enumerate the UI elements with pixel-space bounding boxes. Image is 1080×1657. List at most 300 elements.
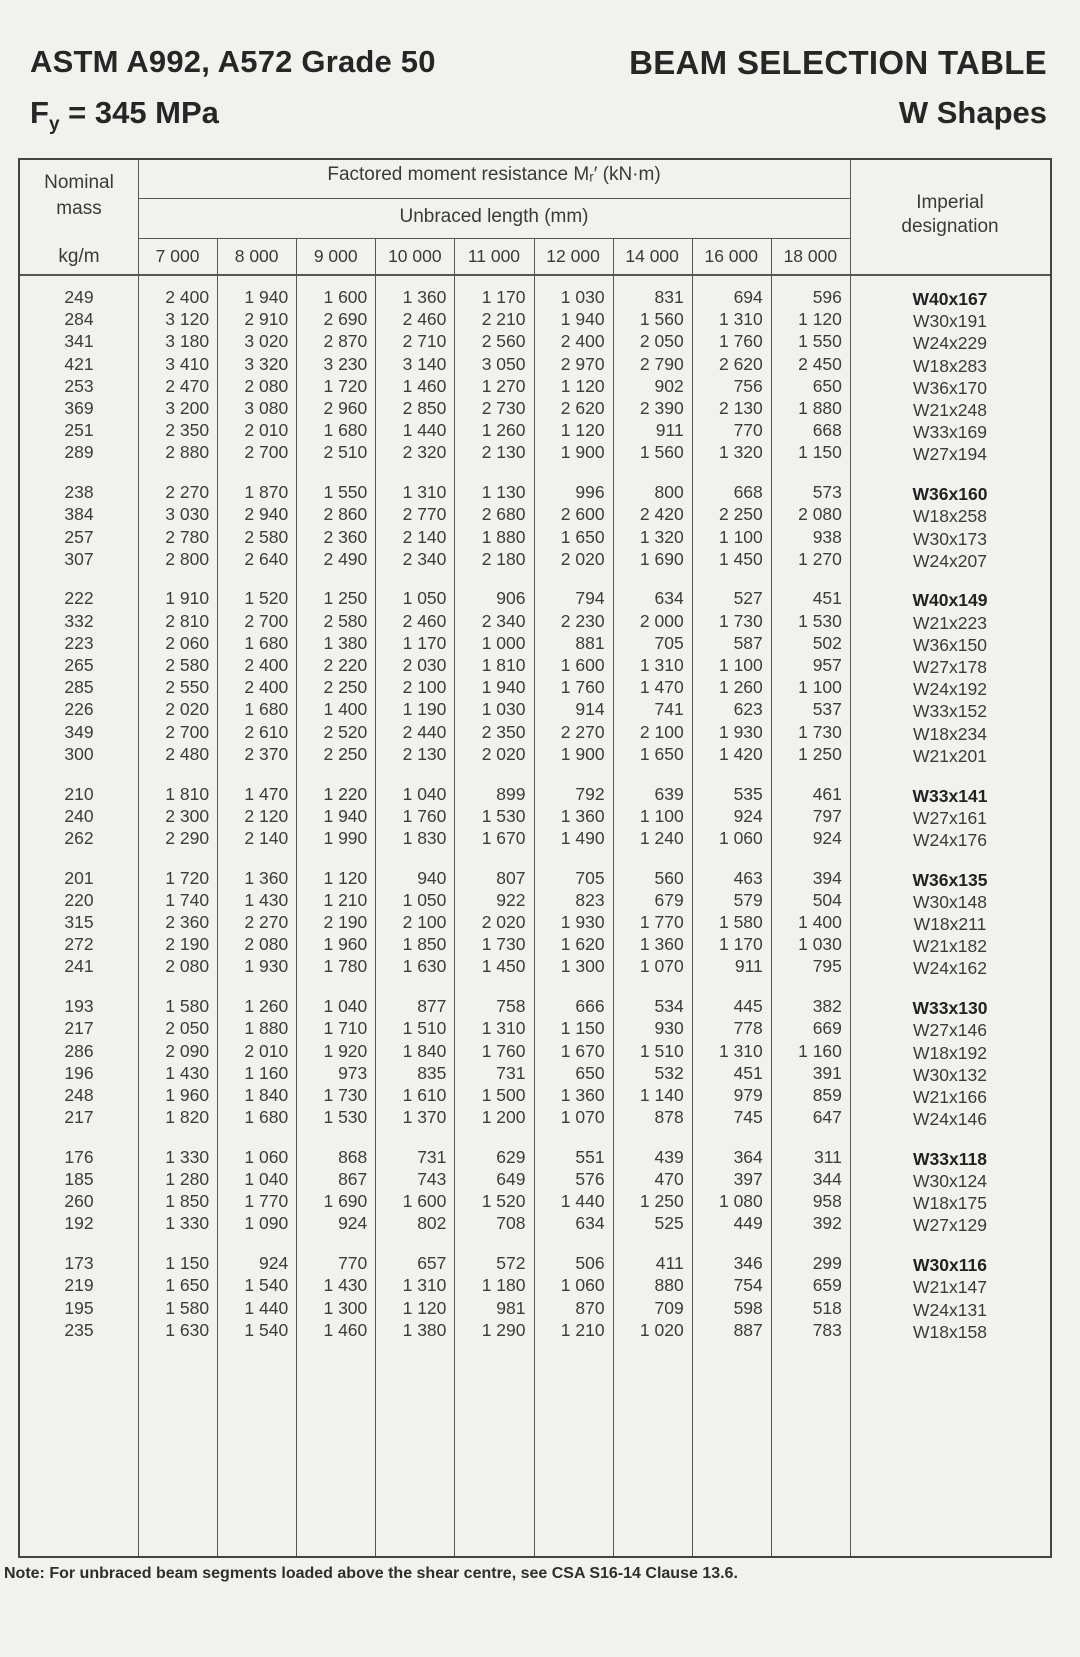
moment-value-cell: 924 bbox=[733, 805, 763, 826]
nominal-mass-cell: 284 bbox=[64, 309, 94, 330]
moment-value-cell: 2 970 bbox=[560, 353, 605, 374]
nominal-mass-cell: 219 bbox=[64, 1275, 94, 1296]
moment-value-cell: 1 040 bbox=[323, 996, 368, 1017]
moment-value-cell: 1 840 bbox=[402, 1040, 447, 1061]
imperial-designation-cell: W24x162 bbox=[913, 958, 987, 979]
moment-value-cell: 1 190 bbox=[402, 699, 447, 720]
moment-value-cell: 2 190 bbox=[165, 934, 210, 955]
moment-value-cell: 1 120 bbox=[798, 309, 842, 330]
moment-value-cell: 3 180 bbox=[165, 331, 210, 352]
moment-value-cell: 1 720 bbox=[165, 867, 210, 888]
moment-value-cell: 1 440 bbox=[402, 420, 447, 441]
footnote: Note: For unbraced beam segments loaded above the shear centre, see CSA S16-14 Clause 13.6. bbox=[4, 1565, 738, 1582]
moment-value-cell: 1 960 bbox=[165, 1084, 210, 1105]
nominal-mass-cell: 217 bbox=[64, 1107, 94, 1128]
moment-value-cell: 2 580 bbox=[323, 610, 368, 631]
moment-value-cell: 2 250 bbox=[718, 504, 763, 525]
moment-value-cell: 1 270 bbox=[798, 548, 842, 569]
moment-value-cell: 914 bbox=[575, 699, 605, 720]
nominal-mass-cell: 251 bbox=[64, 420, 94, 441]
moment-value-cell: 1 940 bbox=[560, 309, 605, 330]
fy-symbol: F bbox=[30, 95, 49, 130]
moment-value-cell: 770 bbox=[733, 420, 763, 441]
moment-value-cell: 2 580 bbox=[244, 526, 289, 547]
moment-value-cell: 1 580 bbox=[165, 1297, 210, 1318]
moment-value-cell: 1 740 bbox=[165, 889, 210, 910]
imperial-designation-cell: W18x158 bbox=[913, 1321, 987, 1342]
moment-value-cell: 649 bbox=[496, 1169, 526, 1189]
moment-value-cell: 694 bbox=[733, 287, 763, 307]
nominal-mass-cell: 226 bbox=[64, 699, 94, 720]
imperial-designation-cell: W21x201 bbox=[913, 745, 987, 766]
moment-value-cell: 2 560 bbox=[481, 331, 526, 352]
moment-value-cell: 1 550 bbox=[323, 482, 368, 503]
moment-value-cell: 743 bbox=[417, 1169, 447, 1189]
moment-value-cell: 344 bbox=[812, 1169, 842, 1189]
moment-value-cell: 572 bbox=[496, 1253, 526, 1274]
imperial-designation-cell: W21x166 bbox=[913, 1086, 987, 1107]
moment-value-cell: 1 200 bbox=[481, 1107, 526, 1128]
moment-value-cell: 1 170 bbox=[481, 287, 526, 307]
moment-value-cell: 525 bbox=[654, 1213, 684, 1234]
moment-value-cell: 878 bbox=[654, 1107, 684, 1128]
moment-value-cell: 2 810 bbox=[165, 610, 210, 631]
header-divider-2 bbox=[138, 238, 850, 239]
moment-value-cell: 1 360 bbox=[244, 867, 289, 888]
moment-value-cell: 2 730 bbox=[481, 398, 526, 418]
nominal-mass-cell: 249 bbox=[64, 287, 94, 307]
moment-value-cell: 535 bbox=[733, 783, 763, 804]
moment-value-cell: 958 bbox=[812, 1191, 842, 1212]
nominal-label: Nominal bbox=[44, 172, 114, 193]
moment-value-cell: 1 520 bbox=[481, 1191, 526, 1212]
moment-value-cell: 831 bbox=[654, 287, 684, 307]
moment-value-cell: 1 880 bbox=[798, 398, 842, 418]
imperial-designation-cell: W30x116 bbox=[913, 1255, 987, 1276]
moment-value-cell: 2 390 bbox=[639, 398, 684, 418]
moment-value-cell: 2 470 bbox=[165, 375, 210, 396]
moment-value-cell: 705 bbox=[575, 867, 605, 888]
imperial-designation-cell: W33x130 bbox=[912, 998, 988, 1019]
moment-value-cell: 1 320 bbox=[718, 442, 763, 463]
moment-value-cell: 1 160 bbox=[244, 1062, 289, 1083]
moment-value-cell: 1 470 bbox=[244, 783, 289, 804]
imperial-designation-cell: W24x176 bbox=[913, 829, 987, 850]
moment-value-cell: 2 250 bbox=[323, 677, 368, 698]
moment-value-cell: 981 bbox=[496, 1297, 526, 1318]
moment-value-cell: 2 700 bbox=[244, 442, 289, 463]
moment-value-cell: 2 030 bbox=[402, 655, 447, 675]
moment-value-cell: 1 400 bbox=[798, 912, 842, 932]
moment-value-cell: 930 bbox=[654, 1018, 684, 1039]
imperial-designation-cell: W36x150 bbox=[913, 634, 987, 655]
moment-value-cell: 1 050 bbox=[402, 889, 447, 910]
moment-value-cell: 2 270 bbox=[560, 721, 605, 742]
page-subtitle: W Shapes bbox=[898, 95, 1047, 130]
moment-value-cell: 634 bbox=[654, 588, 684, 609]
moment-value-cell: 1 650 bbox=[639, 743, 684, 764]
nominal-mass-cell: 253 bbox=[64, 375, 94, 396]
moment-value-cell: 669 bbox=[812, 1018, 842, 1039]
moment-value-cell: 1 310 bbox=[639, 655, 684, 675]
imperial-designation-cell: W18x211 bbox=[913, 914, 987, 934]
moment-value-cell: 973 bbox=[338, 1062, 368, 1083]
moment-value-cell: 2 300 bbox=[165, 805, 210, 826]
moment-value-cell: 1 170 bbox=[402, 632, 447, 653]
page-title: BEAM SELECTION TABLE bbox=[629, 44, 1047, 81]
moment-value-cell: 1 940 bbox=[244, 287, 289, 307]
moment-value-cell: 1 370 bbox=[402, 1107, 447, 1128]
moment-value-cell: 1 940 bbox=[323, 805, 368, 826]
moment-value-cell: 835 bbox=[417, 1062, 447, 1083]
moment-value-cell: 794 bbox=[575, 588, 605, 609]
moment-value-cell: 299 bbox=[812, 1253, 842, 1274]
moment-value-cell: 2 440 bbox=[402, 721, 447, 742]
moment-value-cell: 1 150 bbox=[798, 442, 842, 463]
moment-value-cell: 922 bbox=[496, 889, 526, 910]
header-divider-1 bbox=[138, 198, 850, 199]
moment-value-cell: 2 080 bbox=[165, 956, 210, 977]
moment-value-cell: 1 310 bbox=[718, 309, 763, 330]
moment-value-cell: 800 bbox=[654, 482, 684, 503]
moment-value-cell: 1 060 bbox=[718, 827, 763, 848]
nominal-mass-cell: 272 bbox=[64, 934, 94, 955]
moment-value-cell: 731 bbox=[496, 1062, 526, 1083]
moment-value-cell: 1 580 bbox=[165, 996, 210, 1017]
moment-value-cell: 1 690 bbox=[323, 1191, 368, 1212]
moment-value-cell: 2 350 bbox=[481, 721, 526, 742]
nominal-mass-cell: 173 bbox=[64, 1253, 94, 1274]
moment-value-cell: 1 680 bbox=[244, 632, 289, 653]
moment-value-cell: 1 020 bbox=[639, 1319, 684, 1340]
moment-value-cell: 3 030 bbox=[165, 504, 210, 525]
imperial-designation-cell: W24x146 bbox=[913, 1109, 987, 1130]
imperial-designation-cell: W33x141 bbox=[912, 785, 988, 806]
imperial-designation-cell: W18x258 bbox=[913, 506, 987, 527]
designation-label: designation bbox=[901, 216, 999, 237]
moment-value-cell: 2 360 bbox=[323, 526, 368, 547]
moment-value-cell: 2 350 bbox=[165, 420, 210, 441]
moment-value-cell: 1 380 bbox=[323, 632, 368, 653]
nominal-mass-cell: 192 bbox=[64, 1213, 94, 1234]
length-header-cell: 10 000 bbox=[388, 246, 442, 266]
moment-value-cell: 1 360 bbox=[402, 287, 447, 307]
moment-value-cell: 1 250 bbox=[323, 588, 368, 609]
moment-value-cell: 1 610 bbox=[402, 1084, 447, 1105]
moment-value-cell: 1 530 bbox=[481, 805, 526, 826]
moment-value-cell: 1 040 bbox=[402, 783, 447, 804]
unbraced-length-label: Unbraced length (mm) bbox=[399, 206, 589, 227]
imperial-designation-cell: W30x148 bbox=[913, 891, 987, 912]
moment-value-cell: 1 670 bbox=[560, 1040, 605, 1061]
nominal-mass-cell: 265 bbox=[64, 655, 94, 675]
moment-value-cell: 1 680 bbox=[244, 1107, 289, 1128]
imperial-designation-cell: W21x248 bbox=[913, 400, 987, 420]
moment-value-cell: 1 550 bbox=[798, 331, 842, 352]
moment-value-cell: 1 180 bbox=[481, 1275, 526, 1296]
moment-value-cell: 1 680 bbox=[323, 420, 368, 441]
moment-value-cell: 709 bbox=[654, 1297, 684, 1318]
moment-value-cell: 1 500 bbox=[481, 1084, 526, 1105]
imperial-designation-cell: W24x131 bbox=[913, 1299, 987, 1320]
moment-value-cell: 623 bbox=[733, 699, 763, 720]
fy-value: = 345 MPa bbox=[59, 95, 219, 130]
moment-value-cell: 2 550 bbox=[165, 677, 210, 698]
moment-value-cell: 461 bbox=[812, 783, 842, 804]
moment-value-cell: 668 bbox=[812, 420, 842, 441]
nominal-mass-cell: 185 bbox=[64, 1169, 94, 1189]
moment-value-cell: 1 560 bbox=[639, 442, 684, 463]
imperial-designation-cell: W18x234 bbox=[913, 723, 987, 744]
moment-value-cell: 868 bbox=[338, 1146, 368, 1167]
nominal-mass-cell: 238 bbox=[64, 482, 94, 503]
moment-value-cell: 2 020 bbox=[165, 699, 210, 720]
moment-value-cell: 770 bbox=[338, 1253, 368, 1274]
nominal-mass-cell: 193 bbox=[64, 996, 94, 1017]
length-header-cell: 14 000 bbox=[625, 246, 679, 266]
moment-value-cell: 1 260 bbox=[718, 677, 763, 698]
moment-value-cell: 2 290 bbox=[165, 827, 210, 848]
moment-value-cell: 859 bbox=[812, 1084, 842, 1105]
moment-value-cell: 2 130 bbox=[718, 398, 763, 418]
imperial-designation-cell: W27x161 bbox=[913, 807, 987, 828]
moment-value-cell: 708 bbox=[496, 1213, 526, 1234]
length-header-cell: 7 000 bbox=[155, 246, 200, 266]
imperial-designation-cell: W30x191 bbox=[913, 311, 987, 332]
moment-value-cell: 754 bbox=[733, 1275, 763, 1296]
moment-value-cell: 2 680 bbox=[481, 504, 526, 525]
moment-value-cell: 1 280 bbox=[165, 1169, 210, 1189]
nominal-mass-cell: 241 bbox=[64, 956, 94, 977]
moment-value-cell: 2 400 bbox=[244, 655, 289, 675]
moment-value-cell: 741 bbox=[654, 699, 684, 720]
moment-value-cell: 1 870 bbox=[244, 482, 289, 503]
moment-value-cell: 1 260 bbox=[244, 996, 289, 1017]
nominal-mass-cell: 307 bbox=[64, 548, 94, 569]
moment-value-cell: 2 400 bbox=[165, 287, 210, 307]
moment-value-cell: 2 190 bbox=[323, 912, 368, 932]
moment-value-cell: 797 bbox=[812, 805, 842, 826]
moment-value-cell: 2 480 bbox=[165, 743, 210, 764]
moment-value-cell: 823 bbox=[575, 889, 605, 910]
imperial-designation-cell: W33x118 bbox=[913, 1148, 987, 1169]
moment-value-cell: 2 250 bbox=[323, 743, 368, 764]
moment-value-cell: 881 bbox=[575, 632, 605, 653]
moment-value-cell: 1 820 bbox=[165, 1107, 210, 1128]
moment-value-cell: 451 bbox=[812, 588, 842, 609]
moment-value-cell: 1 730 bbox=[481, 934, 526, 955]
moment-value-cell: 1 720 bbox=[323, 375, 368, 396]
moment-value-cell: 1 450 bbox=[481, 956, 526, 977]
moment-value-cell: 1 770 bbox=[244, 1191, 289, 1212]
moment-value-cell: 1 250 bbox=[798, 743, 842, 764]
moment-value-cell: 2 080 bbox=[798, 504, 842, 525]
moment-value-cell: 1 620 bbox=[560, 934, 605, 955]
nominal-mass-cell: 240 bbox=[64, 805, 94, 826]
imperial-designation-cell: W21x182 bbox=[913, 936, 987, 957]
imperial-designation-cell: W18x175 bbox=[913, 1193, 987, 1214]
moment-value-cell: 705 bbox=[654, 632, 684, 653]
imperial-designation-cell: W33x152 bbox=[913, 701, 987, 722]
moment-value-cell: 1 250 bbox=[639, 1191, 684, 1212]
moment-value-cell: 2 000 bbox=[639, 610, 684, 631]
moment-value-cell: 2 140 bbox=[402, 526, 447, 547]
moment-value-cell: 1 320 bbox=[639, 526, 684, 547]
moment-value-cell: 2 100 bbox=[639, 721, 684, 742]
moment-value-cell: 534 bbox=[654, 996, 684, 1017]
moment-value-cell: 532 bbox=[654, 1062, 684, 1083]
moment-value-cell: 527 bbox=[733, 588, 763, 609]
moment-value-cell: 1 900 bbox=[560, 743, 605, 764]
moment-resistance-label: Factored moment resistance Mᵣ′ (kN·m) bbox=[327, 164, 661, 185]
moment-value-cell: 2 020 bbox=[481, 912, 526, 932]
moment-value-cell: 938 bbox=[812, 526, 842, 547]
moment-value-cell: 2 360 bbox=[165, 912, 210, 932]
moment-value-cell: 940 bbox=[417, 867, 447, 888]
nominal-mass-cell: 315 bbox=[64, 912, 94, 932]
moment-value-cell: 1 220 bbox=[323, 783, 368, 804]
moment-value-cell: 2 140 bbox=[244, 827, 289, 848]
moment-value-cell: 1 930 bbox=[244, 956, 289, 977]
moment-value-cell: 1 690 bbox=[639, 548, 684, 569]
length-header-cell: 12 000 bbox=[546, 246, 600, 266]
nominal-mass-cell: 217 bbox=[64, 1018, 94, 1039]
nominal-mass-cell: 369 bbox=[64, 398, 94, 418]
moment-value-cell: 666 bbox=[575, 996, 605, 1017]
moment-value-cell: 783 bbox=[812, 1319, 842, 1340]
moment-value-cell: 1 310 bbox=[402, 482, 447, 503]
moment-value-cell: 996 bbox=[575, 482, 605, 503]
moment-value-cell: 3 020 bbox=[244, 331, 289, 352]
moment-value-cell: 778 bbox=[733, 1018, 763, 1039]
moment-value-cell: 2 620 bbox=[718, 353, 763, 374]
moment-value-cell: 2 100 bbox=[402, 677, 447, 698]
moment-value-cell: 346 bbox=[733, 1253, 763, 1274]
moment-value-cell: 1 000 bbox=[481, 632, 526, 653]
moment-value-cell: 518 bbox=[812, 1297, 842, 1318]
moment-value-cell: 1 600 bbox=[560, 655, 605, 675]
imperial-designation-cell: W27x146 bbox=[913, 1020, 987, 1041]
imperial-designation-cell: W40x149 bbox=[912, 590, 988, 611]
nominal-mass-cell: 286 bbox=[64, 1040, 94, 1061]
moment-value-cell: 1 030 bbox=[798, 934, 842, 955]
imperial-designation-cell: W18x192 bbox=[913, 1042, 987, 1063]
moment-value-cell: 2 880 bbox=[165, 442, 210, 463]
moment-value-cell: 1 260 bbox=[481, 420, 526, 441]
moment-value-cell: 2 910 bbox=[244, 309, 289, 330]
moment-value-cell: 1 460 bbox=[402, 375, 447, 396]
moment-value-cell: 2 870 bbox=[323, 331, 368, 352]
moment-value-cell: 924 bbox=[338, 1213, 368, 1234]
moment-value-cell: 650 bbox=[575, 1062, 605, 1083]
moment-value-cell: 2 010 bbox=[244, 420, 289, 441]
moment-value-cell: 629 bbox=[496, 1146, 526, 1167]
moment-value-cell: 3 080 bbox=[244, 398, 289, 418]
moment-value-cell: 3 230 bbox=[323, 353, 368, 374]
moment-value-cell: 551 bbox=[575, 1146, 605, 1167]
moment-value-cell: 1 630 bbox=[402, 956, 447, 977]
imperial-designation-cell: W33x169 bbox=[913, 422, 987, 443]
moment-value-cell: 1 310 bbox=[402, 1275, 447, 1296]
moment-value-cell: 502 bbox=[812, 632, 842, 653]
moment-value-cell: 807 bbox=[496, 867, 526, 888]
yield-strength bbox=[30, 95, 219, 136]
moment-value-cell: 650 bbox=[812, 375, 842, 396]
moment-value-cell: 756 bbox=[733, 375, 763, 396]
moment-value-cell: 382 bbox=[812, 996, 842, 1017]
moment-value-cell: 1 930 bbox=[560, 912, 605, 932]
moment-value-cell: 1 120 bbox=[560, 375, 605, 396]
moment-value-cell: 2 610 bbox=[244, 721, 289, 742]
moment-value-cell: 1 940 bbox=[481, 677, 526, 698]
moment-value-cell: 2 120 bbox=[244, 805, 289, 826]
moment-value-cell: 1 120 bbox=[560, 420, 605, 441]
nominal-mass-cell: 341 bbox=[64, 331, 94, 352]
moment-value-cell: 1 360 bbox=[560, 1084, 605, 1105]
moment-value-cell: 1 760 bbox=[481, 1040, 526, 1061]
moment-value-cell: 1 670 bbox=[481, 827, 526, 848]
moment-value-cell: 596 bbox=[812, 287, 842, 307]
moment-value-cell: 411 bbox=[655, 1253, 684, 1274]
moment-value-cell: 1 680 bbox=[244, 699, 289, 720]
moment-value-cell: 1 810 bbox=[165, 783, 210, 804]
moment-value-cell: 1 080 bbox=[718, 1191, 763, 1212]
moment-value-cell: 1 810 bbox=[481, 655, 526, 675]
imperial-label: Imperial bbox=[916, 192, 984, 213]
nominal-mass-cell: 235 bbox=[64, 1319, 94, 1340]
moment-value-cell: 1 060 bbox=[244, 1146, 289, 1167]
moment-value-cell: 1 100 bbox=[639, 805, 684, 826]
moment-value-cell: 1 060 bbox=[560, 1275, 605, 1296]
length-header-cell: 18 000 bbox=[783, 246, 838, 266]
moment-value-cell: 1 580 bbox=[718, 912, 763, 932]
moment-value-cell: 1 900 bbox=[560, 442, 605, 463]
nominal-mass-cell: 257 bbox=[64, 526, 94, 547]
mass-label: mass bbox=[56, 198, 102, 219]
nominal-mass-cell: 421 bbox=[64, 353, 94, 374]
nominal-mass-cell: 332 bbox=[64, 610, 94, 631]
moment-value-cell: 451 bbox=[733, 1062, 763, 1083]
moment-value-cell: 598 bbox=[733, 1297, 763, 1318]
moment-value-cell: 1 910 bbox=[165, 588, 210, 609]
moment-value-cell: 2 050 bbox=[639, 331, 684, 352]
moment-value-cell: 1 460 bbox=[323, 1319, 368, 1340]
imperial-designation-cell: W30x124 bbox=[913, 1171, 987, 1191]
nominal-mass-cell: 176 bbox=[64, 1146, 94, 1167]
nominal-mass-cell: 195 bbox=[64, 1297, 94, 1318]
header-bottom-rule bbox=[20, 274, 1050, 276]
moment-value-cell: 311 bbox=[813, 1146, 842, 1167]
moment-value-cell: 1 310 bbox=[481, 1018, 526, 1039]
moment-value-cell: 1 600 bbox=[323, 287, 368, 307]
moment-value-cell: 1 100 bbox=[798, 677, 842, 698]
moment-value-cell: 2 710 bbox=[402, 331, 447, 352]
moment-value-cell: 1 070 bbox=[639, 956, 684, 977]
moment-value-cell: 1 030 bbox=[560, 287, 605, 307]
moment-value-cell: 3 410 bbox=[165, 353, 210, 374]
imperial-designation-cell: W40x167 bbox=[912, 289, 988, 309]
moment-value-cell: 1 760 bbox=[718, 331, 763, 352]
steel-spec: ASTM A992, A572 Grade 50 bbox=[30, 44, 436, 79]
moment-value-cell: 2 080 bbox=[244, 375, 289, 396]
moment-value-cell: 639 bbox=[654, 783, 684, 804]
moment-value-cell: 2 080 bbox=[244, 934, 289, 955]
moment-value-cell: 1 630 bbox=[165, 1319, 210, 1340]
imperial-designation-cell: W18x283 bbox=[913, 355, 987, 376]
mass-unit-label: kg/m bbox=[58, 246, 100, 267]
moment-value-cell: 2 940 bbox=[244, 504, 289, 525]
imperial-designation-cell: W30x132 bbox=[913, 1064, 987, 1085]
